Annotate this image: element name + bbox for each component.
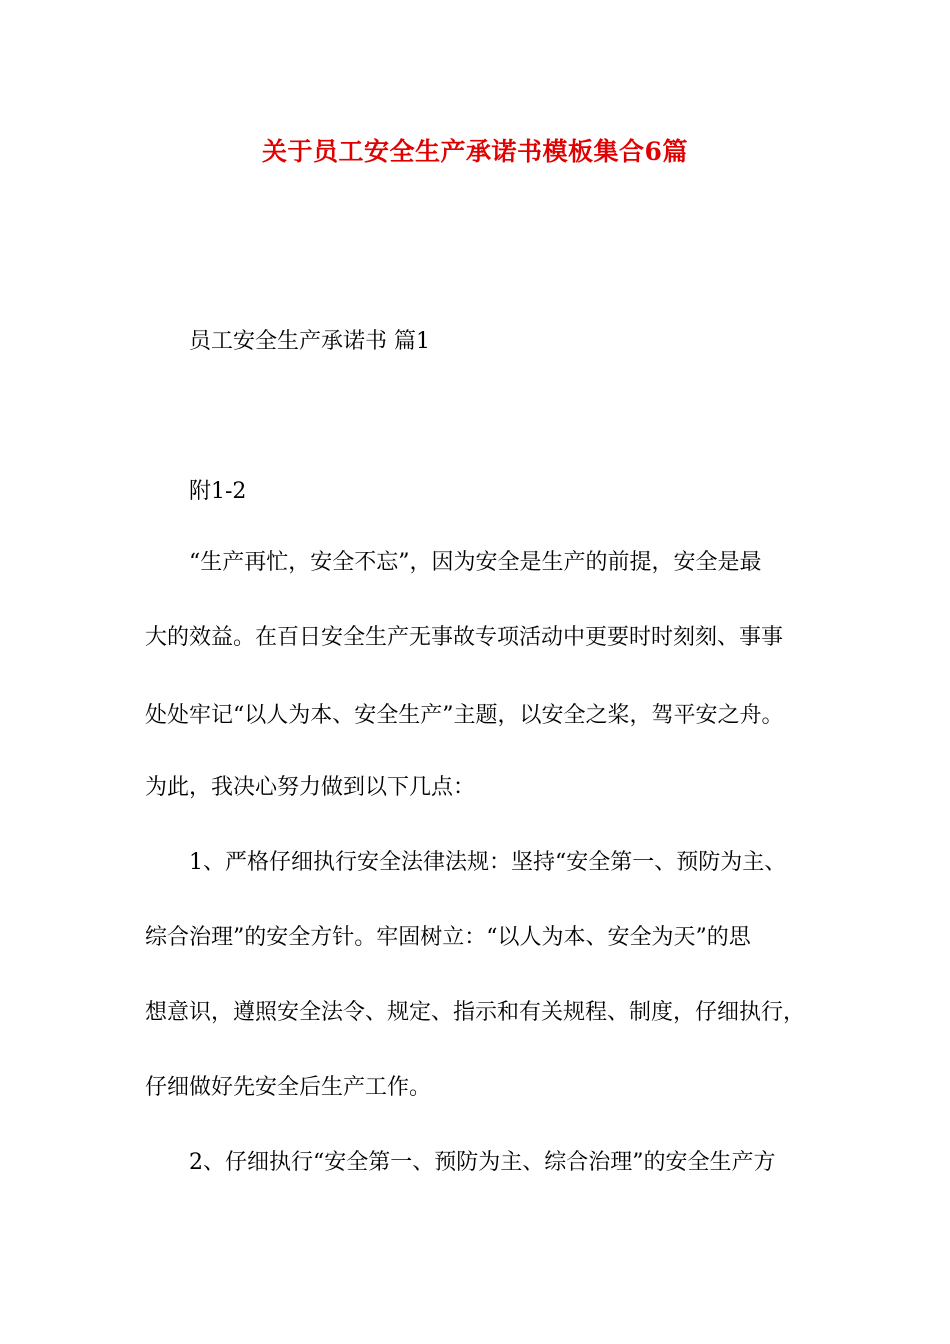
- paragraph-line: 仔细做好先安全后生产工作。: [145, 1075, 432, 1100]
- document-title: 关于员工安全生产承诺书模板集合6篇: [262, 137, 688, 166]
- paragraph-line: 1、严格仔细执行安全法律法规：坚持“安全第一、预防为主、: [189, 850, 787, 875]
- paragraph-line: 为此，我决心努力做到以下几点：: [145, 775, 476, 800]
- attachment-label: 附1-2: [189, 479, 247, 504]
- paragraph-line: 想意识，遵照安全法令、规定、指示和有关规程、制度，仔细执行，: [145, 1000, 806, 1025]
- section-heading: 员工安全生产承诺书 篇1: [189, 329, 430, 354]
- paragraph-line: “生产再忙，安全不忘”，因为安全是生产的前提，安全是最: [189, 550, 762, 575]
- paragraph-line: 2、仔细执行“安全第一、预防为主、综合治理”的安全生产方: [189, 1150, 776, 1175]
- paragraph-line: 处处牢记“以人为本、安全生产”主题，以安全之桨，驾平安之舟。: [145, 703, 784, 728]
- paragraph-line: 综合治理”的安全方针。牢固树立：“以人为本、安全为天”的思: [145, 925, 751, 950]
- paragraph-line: 大的效益。在百日安全生产无事故专项活动中更要时时刻刻、事事: [145, 625, 784, 650]
